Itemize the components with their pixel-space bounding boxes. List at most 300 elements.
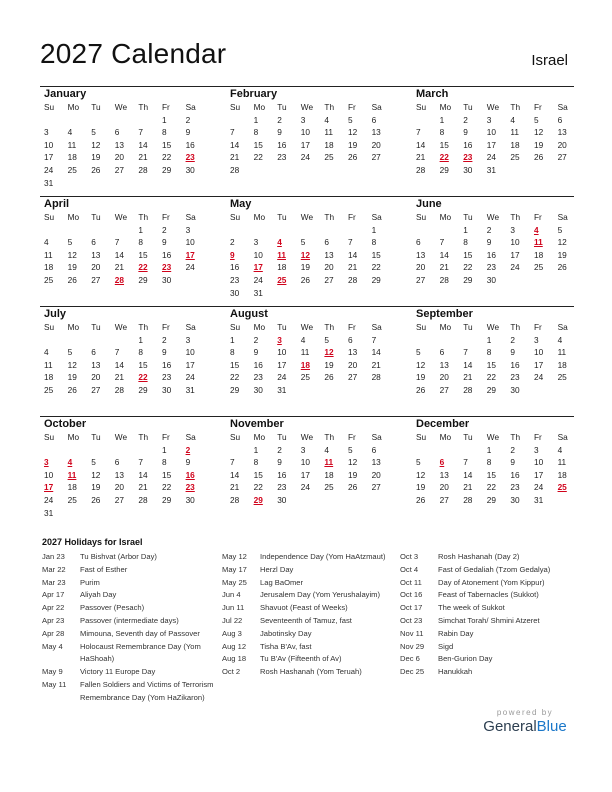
day-cell: 22	[161, 152, 172, 163]
empty-cell	[228, 114, 252, 127]
day-cell: 17	[185, 359, 195, 370]
day-cell: 20	[439, 482, 449, 493]
day-cell: 13	[91, 249, 101, 260]
empty-cell	[346, 384, 370, 397]
holiday-day-cell: 29	[253, 494, 263, 505]
day-cell: 7	[230, 457, 235, 468]
weekday-header	[228, 211, 398, 224]
page-title: 2027 Calendar	[40, 38, 227, 69]
holiday-day-cell: 18	[300, 359, 311, 370]
week-row	[42, 456, 212, 469]
day-cell: 10	[533, 457, 544, 468]
holiday-item	[222, 564, 392, 577]
day-cell: 3	[44, 127, 49, 138]
holiday-name: Tu B'Av (Fifteenth of Av)	[260, 654, 342, 664]
empty-cell	[322, 494, 346, 507]
day-cell: 6	[114, 457, 120, 468]
day-cell: 17	[277, 359, 287, 370]
day-cell: 8	[463, 237, 468, 248]
holiday-item	[222, 666, 392, 679]
day-cell: 10	[300, 457, 311, 468]
weekday-label: Th	[138, 322, 149, 332]
holiday-date: Oct 23	[400, 615, 423, 625]
day-cell: 16	[161, 249, 172, 260]
holiday-name: Holocaust Remembrance Day (Yom HaShoah)	[80, 641, 201, 664]
day-cell: 10	[277, 347, 287, 358]
holiday-day-cell: 23	[185, 482, 195, 493]
holiday-item	[222, 551, 392, 564]
day-cell: 12	[67, 249, 77, 260]
holiday-date: Apr 28	[42, 628, 65, 638]
day-cell: 21	[114, 372, 125, 383]
day-cell: 14	[114, 359, 125, 370]
weekday-label: Tu	[277, 212, 287, 222]
holiday-date: Apr 23	[42, 615, 65, 625]
empty-cell	[299, 164, 323, 177]
empty-cell	[252, 164, 276, 177]
day-cell: 13	[114, 469, 125, 480]
weekday-label: Mo	[253, 212, 266, 222]
empty-cell	[42, 334, 66, 347]
month-august	[228, 307, 398, 397]
day-cell: 7	[439, 237, 445, 248]
day-cell: 22	[371, 262, 381, 273]
day-cell: 3	[253, 237, 259, 248]
day-cell: 16	[486, 249, 497, 260]
day-cell: 18	[67, 152, 77, 163]
holiday-day-cell: 23	[161, 262, 172, 273]
empty-cell	[160, 507, 184, 520]
week-row	[42, 507, 212, 520]
powered-by-text: powered by	[496, 708, 554, 717]
month-name: July	[44, 308, 67, 320]
empty-cell	[66, 334, 90, 347]
day-cell: 29	[138, 384, 148, 395]
holiday-day-cell: 22	[138, 372, 148, 383]
empty-cell	[275, 224, 299, 237]
weekday-label: Sa	[185, 102, 196, 112]
day-cell: 11	[67, 139, 77, 150]
day-cell: 5	[416, 347, 421, 358]
day-cell: 31	[486, 164, 497, 175]
weekday-label: Tu	[91, 102, 101, 112]
day-cell: 11	[557, 457, 567, 468]
week-row	[42, 177, 212, 190]
holiday-name: Sigd	[438, 641, 454, 651]
weekday-label: Fr	[533, 432, 542, 442]
day-cell: 27	[324, 274, 334, 285]
holiday-name: Fallen Soldiers and Victims of Terrorism Remembrance Day (Yom HaZikaron)	[80, 679, 214, 702]
holiday-name: Rabin Day	[438, 628, 474, 638]
day-cell: 3	[300, 114, 306, 125]
day-cell: 25	[324, 152, 334, 163]
weekday-label: Mo	[439, 432, 452, 442]
weekday-label: We	[486, 322, 500, 332]
day-cell: 18	[533, 249, 544, 260]
day-cell: 5	[557, 224, 563, 235]
day-cell: 18	[510, 139, 520, 150]
day-cell: 24	[510, 262, 520, 273]
day-cell: 18	[67, 482, 77, 493]
week-row	[228, 236, 398, 249]
weekday-header	[42, 321, 212, 334]
day-cell: 20	[416, 262, 426, 273]
week-row	[414, 494, 584, 507]
day-cell: 2	[486, 224, 492, 235]
day-cell: 24	[533, 372, 544, 383]
empty-cell	[89, 224, 113, 237]
day-cell: 3	[300, 444, 306, 455]
weekday-label: Mo	[67, 212, 80, 222]
weekday-header	[228, 321, 398, 334]
week-row	[414, 456, 584, 469]
holiday-day-cell: 16	[185, 469, 195, 480]
day-cell: 13	[324, 249, 334, 260]
day-cell: 2	[161, 224, 167, 235]
weekday-label: Fr	[533, 102, 542, 112]
holiday-date: Dec 6	[400, 654, 420, 664]
week-row	[42, 384, 212, 397]
day-cell: 30	[161, 384, 172, 395]
weekday-label: Tu	[463, 102, 473, 112]
day-cell: 28	[463, 384, 473, 395]
week-row	[228, 469, 398, 482]
week-row	[42, 469, 212, 482]
holiday-name: Rosh Hashanah (Day 2)	[438, 552, 520, 561]
day-cell: 11	[44, 359, 53, 370]
holiday-name: Seventeenth of Tamuz, fast	[260, 615, 352, 625]
day-cell: 31	[277, 384, 287, 395]
day-cell: 26	[300, 274, 311, 285]
day-cell: 31	[253, 287, 263, 298]
day-cell: 18	[557, 469, 567, 480]
holiday-item	[222, 602, 392, 615]
day-cell: 6	[557, 114, 563, 125]
day-cell: 5	[91, 127, 96, 138]
day-cell: 23	[510, 482, 520, 493]
month-name: March	[416, 88, 449, 100]
day-cell: 15	[371, 249, 381, 260]
day-cell: 24	[44, 494, 54, 505]
day-cell: 28	[347, 274, 358, 285]
day-cell: 24	[300, 152, 311, 163]
day-cell: 3	[185, 224, 191, 235]
weekday-label: Fr	[347, 322, 356, 332]
day-cell: 4	[324, 114, 329, 125]
day-cell: 26	[67, 274, 77, 285]
month-july	[42, 307, 212, 397]
weekday-label: We	[486, 212, 500, 222]
holiday-item	[400, 577, 572, 590]
weekday-label: Su	[230, 322, 241, 332]
weekday-header	[42, 431, 212, 444]
empty-cell	[136, 507, 160, 520]
day-cell: 11	[44, 249, 53, 260]
holiday-date: Jun 4	[222, 590, 241, 600]
empty-cell	[228, 224, 252, 237]
week-row	[42, 249, 212, 262]
day-cell: 22	[463, 262, 473, 273]
weekday-label: We	[486, 432, 500, 442]
day-cell: 4	[300, 334, 306, 345]
day-cell: 10	[185, 347, 195, 358]
week-row	[228, 481, 398, 494]
month-march	[414, 87, 584, 177]
day-cell: 4	[44, 237, 49, 248]
day-cell: 17	[44, 152, 54, 163]
weekday-label: Tu	[277, 102, 287, 112]
day-cell: 13	[439, 359, 449, 370]
day-cell: 13	[347, 347, 358, 358]
weekday-label: Mo	[67, 322, 80, 332]
day-cell: 6	[91, 347, 96, 358]
empty-cell	[184, 177, 208, 190]
day-cell: 9	[185, 127, 191, 138]
day-cell: 14	[114, 249, 125, 260]
weekday-label: We	[114, 322, 128, 332]
day-cell: 18	[557, 359, 567, 370]
day-cell: 9	[463, 127, 468, 138]
empty-cell	[508, 164, 532, 177]
week-row	[228, 371, 398, 384]
day-cell: 20	[114, 482, 125, 493]
weekday-label: Th	[138, 212, 149, 222]
holiday-date: Aug 3	[222, 628, 242, 638]
month-name: August	[230, 308, 268, 320]
weekday-label: Mo	[439, 322, 452, 332]
day-cell: 13	[439, 469, 449, 480]
day-cell: 28	[230, 494, 240, 505]
day-cell: 27	[114, 164, 125, 175]
weekday-label: Su	[44, 102, 55, 112]
month-october	[42, 417, 212, 519]
day-cell: 16	[185, 139, 195, 150]
day-cell: 25	[510, 152, 520, 163]
day-cell: 1	[161, 444, 167, 455]
empty-cell	[113, 177, 137, 190]
day-cell: 23	[230, 274, 240, 285]
day-cell: 2	[277, 114, 282, 125]
month-november	[228, 417, 398, 507]
day-cell: 13	[114, 139, 125, 150]
day-cell: 4	[324, 444, 329, 455]
empty-cell	[89, 177, 113, 190]
day-cell: 2	[185, 114, 191, 125]
holiday-day-cell: 25	[277, 274, 287, 285]
day-cell: 10	[486, 127, 497, 138]
empty-cell	[136, 444, 160, 457]
week-row	[42, 274, 212, 287]
holiday-name: Herzl Day	[260, 564, 294, 574]
day-cell: 19	[416, 372, 426, 383]
holiday-date: Mar 22	[42, 564, 66, 574]
day-cell: 27	[371, 482, 381, 493]
day-cell: 20	[439, 372, 449, 383]
week-row	[228, 456, 398, 469]
week-row	[228, 224, 398, 237]
day-cell: 8	[161, 457, 167, 468]
day-cell: 27	[114, 494, 125, 505]
holiday-name: The week of Sukkot	[438, 603, 505, 613]
week-row	[414, 151, 584, 164]
day-cell: 21	[439, 262, 449, 273]
empty-cell	[66, 507, 90, 520]
day-cell: 26	[557, 262, 567, 273]
holiday-date: Jul 22	[222, 615, 243, 625]
holiday-date: May 25	[222, 577, 247, 587]
holiday-date: May 11	[42, 679, 67, 689]
weekday-label: Fr	[347, 102, 356, 112]
day-cell: 12	[557, 237, 567, 248]
day-cell: 28	[230, 164, 240, 175]
day-cell: 22	[486, 482, 497, 493]
week-row	[414, 334, 584, 347]
holiday-day-cell: 3	[277, 334, 282, 345]
holiday-item	[222, 641, 392, 654]
holiday-item	[222, 577, 392, 590]
holiday-date: Nov 29	[400, 641, 425, 651]
country-label: Israel	[531, 52, 568, 69]
weekday-label: Tu	[91, 432, 101, 442]
day-cell: 19	[416, 482, 426, 493]
day-cell: 29	[371, 274, 381, 285]
weekday-label: Fr	[161, 102, 170, 112]
day-cell: 29	[138, 274, 148, 285]
holiday-date: Jan 23	[42, 552, 65, 561]
holiday-day-cell: 23	[185, 152, 195, 163]
day-cell: 9	[510, 457, 515, 468]
weekday-label: Th	[138, 102, 149, 112]
month-january	[42, 87, 212, 189]
day-cell: 1	[138, 334, 143, 345]
empty-cell	[299, 494, 323, 507]
day-cell: 24	[486, 152, 497, 163]
day-cell: 5	[416, 457, 421, 468]
empty-cell	[414, 334, 438, 347]
empty-cell	[299, 384, 323, 397]
day-cell: 13	[371, 457, 381, 468]
week-row	[42, 444, 212, 457]
day-cell: 18	[44, 262, 54, 273]
holiday-column	[400, 551, 572, 679]
empty-cell	[508, 274, 532, 287]
day-cell: 15	[138, 249, 148, 260]
holiday-item	[222, 615, 392, 628]
weekday-label: We	[300, 432, 314, 442]
day-cell: 30	[463, 164, 473, 175]
holiday-item	[42, 628, 214, 641]
weekday-label: Su	[416, 212, 427, 222]
weekday-label: Su	[44, 322, 55, 332]
day-cell: 28	[138, 164, 148, 175]
day-cell: 3	[510, 224, 515, 235]
holiday-item	[42, 641, 214, 667]
weekday-label: Tu	[277, 432, 287, 442]
day-cell: 27	[439, 494, 449, 505]
week-row	[414, 444, 584, 457]
day-cell: 25	[44, 274, 54, 285]
day-cell: 18	[324, 469, 334, 480]
week-row	[414, 114, 584, 127]
day-cell: 8	[371, 237, 377, 248]
holiday-item	[42, 602, 214, 615]
day-cell: 9	[277, 127, 282, 138]
weekday-label: Su	[416, 102, 427, 112]
day-cell: 6	[439, 347, 445, 358]
day-cell: 5	[91, 457, 96, 468]
empty-cell	[160, 177, 184, 190]
week-row	[414, 274, 584, 287]
day-cell: 29	[463, 274, 473, 285]
day-cell: 15	[253, 139, 263, 150]
weekday-label: Th	[510, 432, 521, 442]
day-cell: 24	[185, 372, 195, 383]
week-row	[228, 151, 398, 164]
empty-cell	[66, 224, 90, 237]
day-cell: 29	[439, 164, 449, 175]
day-cell: 8	[253, 127, 259, 138]
weekday-label: Tu	[463, 322, 473, 332]
week-row	[42, 346, 212, 359]
weekday-header	[414, 321, 584, 334]
holiday-name: Lag BaOmer	[260, 577, 304, 587]
week-row	[42, 494, 212, 507]
weekday-label: Mo	[67, 102, 80, 112]
week-row	[228, 287, 398, 300]
empty-cell	[414, 444, 438, 457]
day-cell: 5	[533, 114, 539, 125]
day-cell: 15	[138, 359, 148, 370]
holiday-name: Jerusalem Day (Yom Yerushalayim)	[260, 590, 381, 600]
day-cell: 30	[510, 384, 520, 395]
weekday-label: Sa	[185, 322, 196, 332]
holidays-title: 2027 Holidays for Israel	[42, 537, 143, 547]
day-cell: 3	[486, 114, 492, 125]
weekday-label: We	[300, 212, 314, 222]
week-row	[414, 139, 584, 152]
day-cell: 9	[486, 237, 492, 248]
holiday-day-cell: 4	[277, 237, 282, 248]
holiday-item	[400, 666, 572, 679]
day-cell: 26	[67, 384, 77, 395]
week-row	[42, 164, 212, 177]
holiday-item	[222, 589, 392, 602]
day-cell: 12	[416, 469, 426, 480]
day-cell: 14	[230, 139, 240, 150]
day-cell: 2	[161, 334, 167, 345]
day-cell: 25	[324, 482, 334, 493]
empty-cell	[113, 507, 137, 520]
day-cell: 31	[44, 507, 54, 518]
empty-cell	[346, 224, 370, 237]
weekday-label: Sa	[557, 432, 568, 442]
day-cell: 1	[230, 334, 235, 345]
day-cell: 14	[416, 139, 426, 150]
weekday-header	[414, 101, 584, 114]
weekday-label: We	[300, 102, 314, 112]
day-cell: 13	[91, 359, 101, 370]
day-cell: 15	[486, 469, 497, 480]
day-cell: 9	[277, 457, 282, 468]
day-cell: 20	[114, 152, 125, 163]
holiday-day-cell: 4	[533, 224, 539, 235]
day-cell: 8	[486, 457, 492, 468]
day-cell: 2	[253, 334, 259, 345]
day-cell: 27	[557, 152, 567, 163]
day-cell: 2	[230, 237, 235, 248]
weekday-label: Tu	[463, 432, 473, 442]
day-cell: 26	[347, 152, 358, 163]
